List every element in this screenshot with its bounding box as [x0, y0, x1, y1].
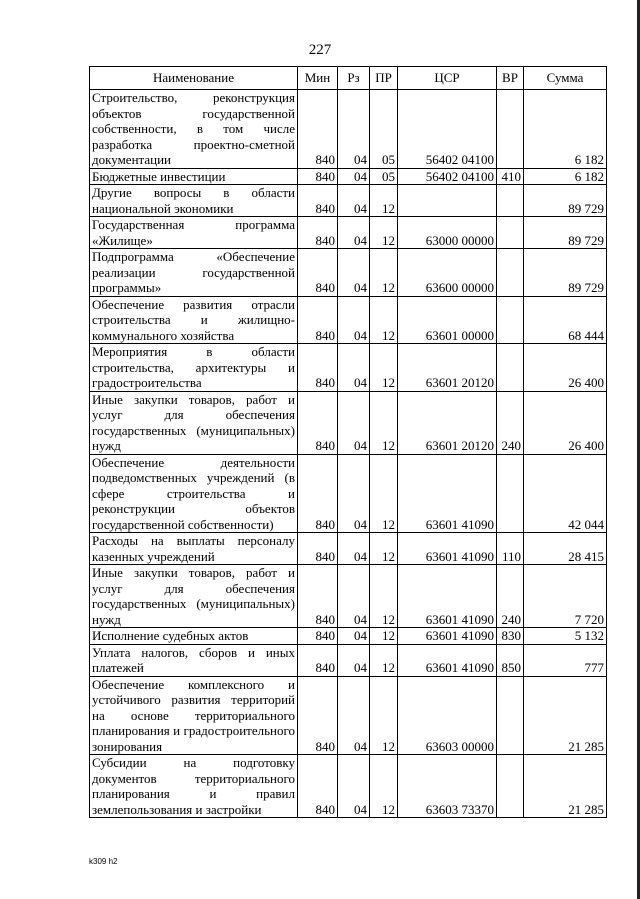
row-sum: 5 132: [524, 628, 607, 645]
table-row: [90, 90, 607, 169]
row-sum: 89 729: [524, 249, 607, 297]
row-csr: 63601 41090: [398, 644, 497, 676]
row-pr: 12: [370, 565, 398, 628]
row-vr: [497, 90, 524, 169]
row-min: 840: [298, 676, 338, 755]
row-pr: 12: [370, 454, 398, 533]
row-sum: 26 400: [524, 391, 607, 454]
row-pr: 12: [370, 755, 398, 818]
row-rz: 04: [338, 249, 370, 297]
row-csr: 63601 41090: [398, 454, 497, 533]
row-vr: 240: [497, 565, 524, 628]
row-min: 840: [298, 565, 338, 628]
row-vr: [497, 296, 524, 344]
row-pr: 12: [370, 676, 398, 755]
row-pr: 12: [370, 533, 398, 565]
row-csr: 63601 00000: [398, 296, 497, 344]
header-name: Наименование: [90, 67, 298, 90]
row-vr: [497, 185, 524, 217]
row-csr: 56402 04100: [398, 168, 497, 185]
row-pr: 12: [370, 249, 398, 297]
row-sum: 28 415: [524, 533, 607, 565]
row-csr: 63601 41090: [398, 628, 497, 645]
row-rz: 04: [338, 644, 370, 676]
row-min: 840: [298, 168, 338, 185]
row-sum: 26 400: [524, 344, 607, 392]
budget-table: [89, 66, 607, 818]
row-min: 840: [298, 185, 338, 217]
row-min: 840: [298, 217, 338, 249]
row-csr: 63601 20120: [398, 344, 497, 392]
row-name: Обеспечение комплексного и устойчивого развития территорий на основе территориального планирования и градостроительного зонирования: [90, 676, 298, 755]
row-sum: 21 285: [524, 676, 607, 755]
row-min: 840: [298, 344, 338, 392]
row-csr: 63601 20120: [398, 391, 497, 454]
header-pr: ПР: [370, 67, 398, 90]
row-min: 840: [298, 454, 338, 533]
row-name: Подпрограмма «Обеспечение реализации государственной программы»: [90, 249, 298, 297]
row-name: Уплата налогов, сборов и иных платежей: [90, 644, 298, 676]
row-rz: 04: [338, 533, 370, 565]
table-row: [90, 755, 607, 818]
row-rz: 04: [338, 454, 370, 533]
header-min: Мин: [298, 67, 338, 90]
row-vr: 830: [497, 628, 524, 645]
row-csr: 63600 00000: [398, 249, 497, 297]
header-rz: Рз: [338, 67, 370, 90]
row-vr: 850: [497, 644, 524, 676]
row-rz: 04: [338, 755, 370, 818]
row-rz: 04: [338, 217, 370, 249]
row-vr: 110: [497, 533, 524, 565]
row-min: 840: [298, 755, 338, 818]
table-row: [90, 644, 607, 676]
row-rz: 04: [338, 391, 370, 454]
table-row: [90, 344, 607, 392]
header-vr: ВР: [497, 67, 524, 90]
row-rz: 04: [338, 296, 370, 344]
row-sum: 21 285: [524, 755, 607, 818]
row-sum: 89 729: [524, 185, 607, 217]
row-name: Строительство, реконструкция объектов государственной собственности, в том числе разработка проектно-сметной документации: [90, 90, 298, 169]
row-csr: 63000 00000: [398, 217, 497, 249]
row-pr: 12: [370, 344, 398, 392]
row-name: Государственная программа «Жилище»: [90, 217, 298, 249]
table-row: [90, 533, 607, 565]
header-csr: ЦСР: [398, 67, 497, 90]
row-rz: 04: [338, 90, 370, 169]
row-name: Другие вопросы в области национальной экономики: [90, 185, 298, 217]
row-pr: 12: [370, 185, 398, 217]
row-vr: [497, 676, 524, 755]
row-csr: 63601 41090: [398, 533, 497, 565]
row-csr: 56402 04100: [398, 90, 497, 169]
row-rz: 04: [338, 168, 370, 185]
row-min: 840: [298, 391, 338, 454]
row-sum: 6 182: [524, 168, 607, 185]
table-row: [90, 249, 607, 297]
row-name: Обеспечение развития отрасли строительства и жилищно-коммунального хозяйства: [90, 296, 298, 344]
table-row: [90, 296, 607, 344]
row-vr: [497, 344, 524, 392]
row-rz: 04: [338, 628, 370, 645]
table-row: [90, 391, 607, 454]
row-pr: 05: [370, 168, 398, 185]
row-name: Субсидии на подготовку документов территориального планирования и правил землепользования и застройки: [90, 755, 298, 818]
row-csr: 63601 41090: [398, 565, 497, 628]
row-sum: 7 720: [524, 565, 607, 628]
row-sum: 6 182: [524, 90, 607, 169]
row-sum: 89 729: [524, 217, 607, 249]
row-pr: 12: [370, 644, 398, 676]
row-rz: 04: [338, 676, 370, 755]
row-vr: [497, 454, 524, 533]
row-min: 840: [298, 533, 338, 565]
row-sum: 68 444: [524, 296, 607, 344]
row-rz: 04: [338, 185, 370, 217]
row-min: 840: [298, 90, 338, 169]
row-vr: [497, 249, 524, 297]
row-csr: 63603 00000: [398, 676, 497, 755]
table-row: [90, 185, 607, 217]
row-name: Обеспечение деятельности подведомственных учреждений (в сфере строительства и реконструкции объектов государственной собственности): [90, 454, 298, 533]
row-rz: 04: [338, 565, 370, 628]
row-name: Иные закупки товаров, работ и услуг для обеспечения государственных (муниципальных) нужд: [90, 565, 298, 628]
page-number: 227: [308, 42, 332, 58]
row-sum: 777: [524, 644, 607, 676]
row-min: 840: [298, 296, 338, 344]
row-pr: 12: [370, 217, 398, 249]
row-csr: [398, 185, 497, 217]
row-rz: 04: [338, 344, 370, 392]
row-pr: 05: [370, 90, 398, 169]
row-name: Иные закупки товаров, работ и услуг для обеспечения государственных (муниципальных) нужд: [90, 391, 298, 454]
row-name: Расходы на выплаты персоналу казенных учреждений: [90, 533, 298, 565]
table-header-row: [90, 67, 607, 90]
table-row: [90, 565, 607, 628]
table-row: [90, 454, 607, 533]
row-pr: 12: [370, 296, 398, 344]
footer-code: k309 h2: [89, 857, 118, 866]
table-row: [90, 628, 607, 645]
table-row: [90, 676, 607, 755]
row-name: Мероприятия в области строительства, архитектуры и градостроительства: [90, 344, 298, 392]
row-pr: 12: [370, 391, 398, 454]
row-vr: 240: [497, 391, 524, 454]
row-sum: 42 044: [524, 454, 607, 533]
row-min: 840: [298, 249, 338, 297]
row-pr: 12: [370, 628, 398, 645]
row-min: 840: [298, 628, 338, 645]
header-sum: Сумма: [524, 67, 607, 90]
row-name: Исполнение судебных актов: [90, 628, 298, 645]
row-vr: [497, 755, 524, 818]
row-name: Бюджетные инвестиции: [90, 168, 298, 185]
table-row: [90, 217, 607, 249]
row-min: 840: [298, 644, 338, 676]
row-csr: 63603 73370: [398, 755, 497, 818]
row-vr: [497, 217, 524, 249]
row-vr: 410: [497, 168, 524, 185]
table-row: [90, 168, 607, 185]
